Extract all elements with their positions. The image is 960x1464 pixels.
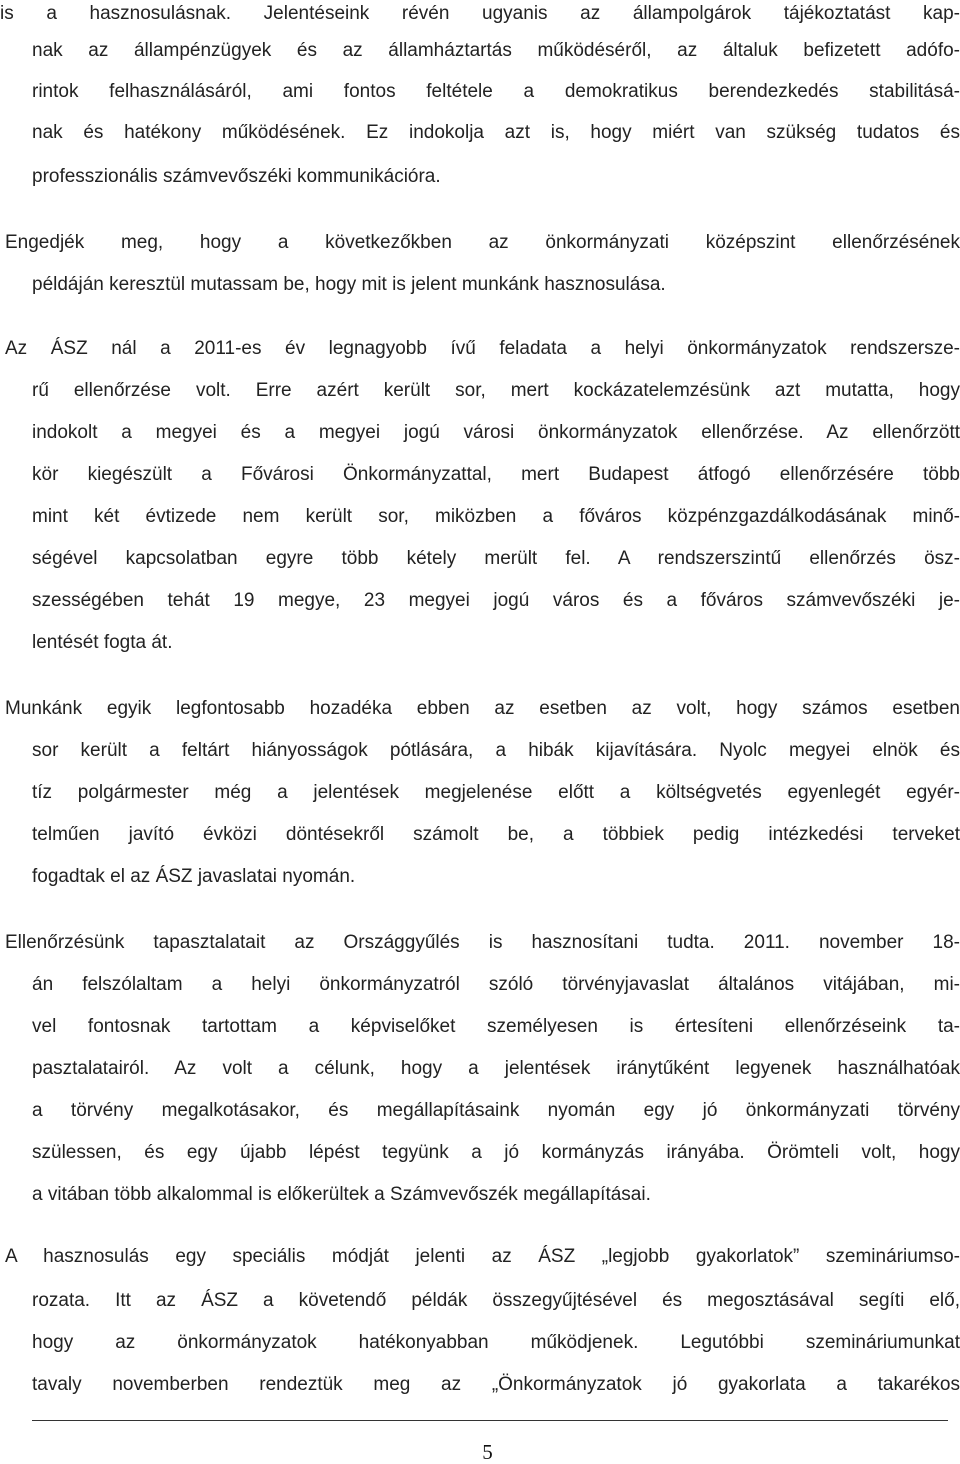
paragraph-6-line-4: tavaly novemberben rendeztük meg az „Önkormányzatok jó gyakorlata a takarékos xyxy=(32,1374,960,1395)
paragraph-4-line-2: sor került a feltárt hiányosságok pótlására, a hibák kijavítására. Nyolc megyei elnök és xyxy=(32,740,960,761)
paragraph-5-line-2: án felszólaltam a helyi önkormányzatról szóló törvényjavaslat általános vitájában, mi- xyxy=(32,974,960,995)
paragraph-3-line-7: szességében tehát 19 megye, 23 megyei jogú város és a főváros számvevőszéki je- xyxy=(32,590,960,611)
paragraph-5-line-5: a törvény megalkotásakor, és megállapításaink nyomán egy jó önkormányzati törvény xyxy=(32,1100,960,1121)
paragraph-1-line-5: professzionális számvevőszéki kommunikációra. xyxy=(32,166,441,187)
paragraph-5-line-3: vel fontosnak tartottam a képviselőket személyesen is értesíteni ellenőrzéseink ta- xyxy=(32,1016,960,1037)
paragraph-3-line-5: mint két évtizede nem került sor, miközben a főváros közpénzgazdálkodásának minő- xyxy=(32,506,960,527)
paragraph-5-line-7: a vitában több alkalommal is előkerültek a Számvevőszék megállapításai. xyxy=(32,1184,651,1205)
footer-divider xyxy=(32,1420,948,1421)
paragraph-6-line-2: rozata. Itt az ÁSZ a követendő példák összegyűjtésével és megosztásával segíti elő, xyxy=(32,1290,960,1311)
paragraph-1-line-3: rintok felhasználásáról, ami fontos feltétele a demokratikus berendezkedés stabilitásá- xyxy=(32,81,960,102)
paragraph-6-line-1: A hasznosulás egy speciális módját jelenti az ÁSZ „legjobb gyakorlatok” szemináriumso- xyxy=(5,1246,960,1267)
paragraph-4-line-1: Munkánk egyik legfontosabb hozadéka ebben az esetben az volt, hogy számos esetben xyxy=(5,698,960,719)
paragraph-3-line-3: indokolt a megyei és a megyei jogú városi önkormányzatok ellenőrzése. Az ellenőrzött xyxy=(32,422,960,443)
paragraph-3-line-1: Az ÁSZ nál a 2011-es év legnagyobb ívű feladata a helyi önkormányzatok rendszersze- xyxy=(5,338,960,359)
paragraph-4-line-3: tíz polgármester még a jelentések megjelenése előtt a költségvetés egyenlegét egyér- xyxy=(32,782,960,803)
paragraph-5-line-4: pasztalatairól. Az volt a célunk, hogy a jelentések iránytűként legyenek használhatóak xyxy=(32,1058,960,1079)
page-number: 5 xyxy=(482,1440,493,1464)
paragraph-3-line-2: rű ellenőrzése volt. Erre azért került sor, mert kockázatelemzésünk azt mutatta, hogy xyxy=(32,380,960,401)
paragraph-3-line-8: lentését fogta át. xyxy=(32,632,173,653)
paragraph-6-line-3: hogy az önkormányzatok hatékonyabban működjenek. Legutóbbi szemináriumunkat xyxy=(32,1332,960,1353)
paragraph-4-line-4: telműen javító évközi döntésekről számolt be, a többiek pedig intézkedési terveket xyxy=(32,824,960,845)
paragraph-2-line-2: példáján keresztül mutassam be, hogy mit is jelent munkánk hasznosulása. xyxy=(32,274,666,295)
paragraph-5-line-6: szülessen, és egy újabb lépést tegyünk a jó kormányzás irányába. Örömteli volt, hogy xyxy=(32,1142,960,1163)
paragraph-1-line-4: nak és hatékony működésének. Ez indokolja azt is, hogy miért van szükség tudatos és xyxy=(32,122,960,143)
paragraph-3-line-4: kör kiegészült a Fővárosi Önkormányzattal, mert Budapest átfogó ellenőrzésére több xyxy=(32,464,960,485)
paragraph-2-line-1: Engedjék meg, hogy a következőkben az önkormányzati középszint ellenőrzésének xyxy=(5,232,960,253)
paragraph-4-line-5: fogadtak el az ÁSZ javaslatai nyomán. xyxy=(32,866,356,887)
paragraph-3-line-6: ségével kapcsolatban egyre több kétely merült fel. A rendszerszintű ellenőrzés ösz- xyxy=(32,548,960,569)
paragraph-1-line-1: is a hasznosulásnak. Jelentéseink révén ugyanis az állampolgárok tájékoztatást kap- xyxy=(0,3,960,24)
paragraph-1-line-2: nak az állampénzügyek és az államháztartás működéséről, az általuk befizetett adófo- xyxy=(32,40,960,61)
paragraph-5-line-1: Ellenőrzésünk tapasztalatait az Országgyűlés is hasznosítani tudta. 2011. november 18- xyxy=(5,932,960,953)
